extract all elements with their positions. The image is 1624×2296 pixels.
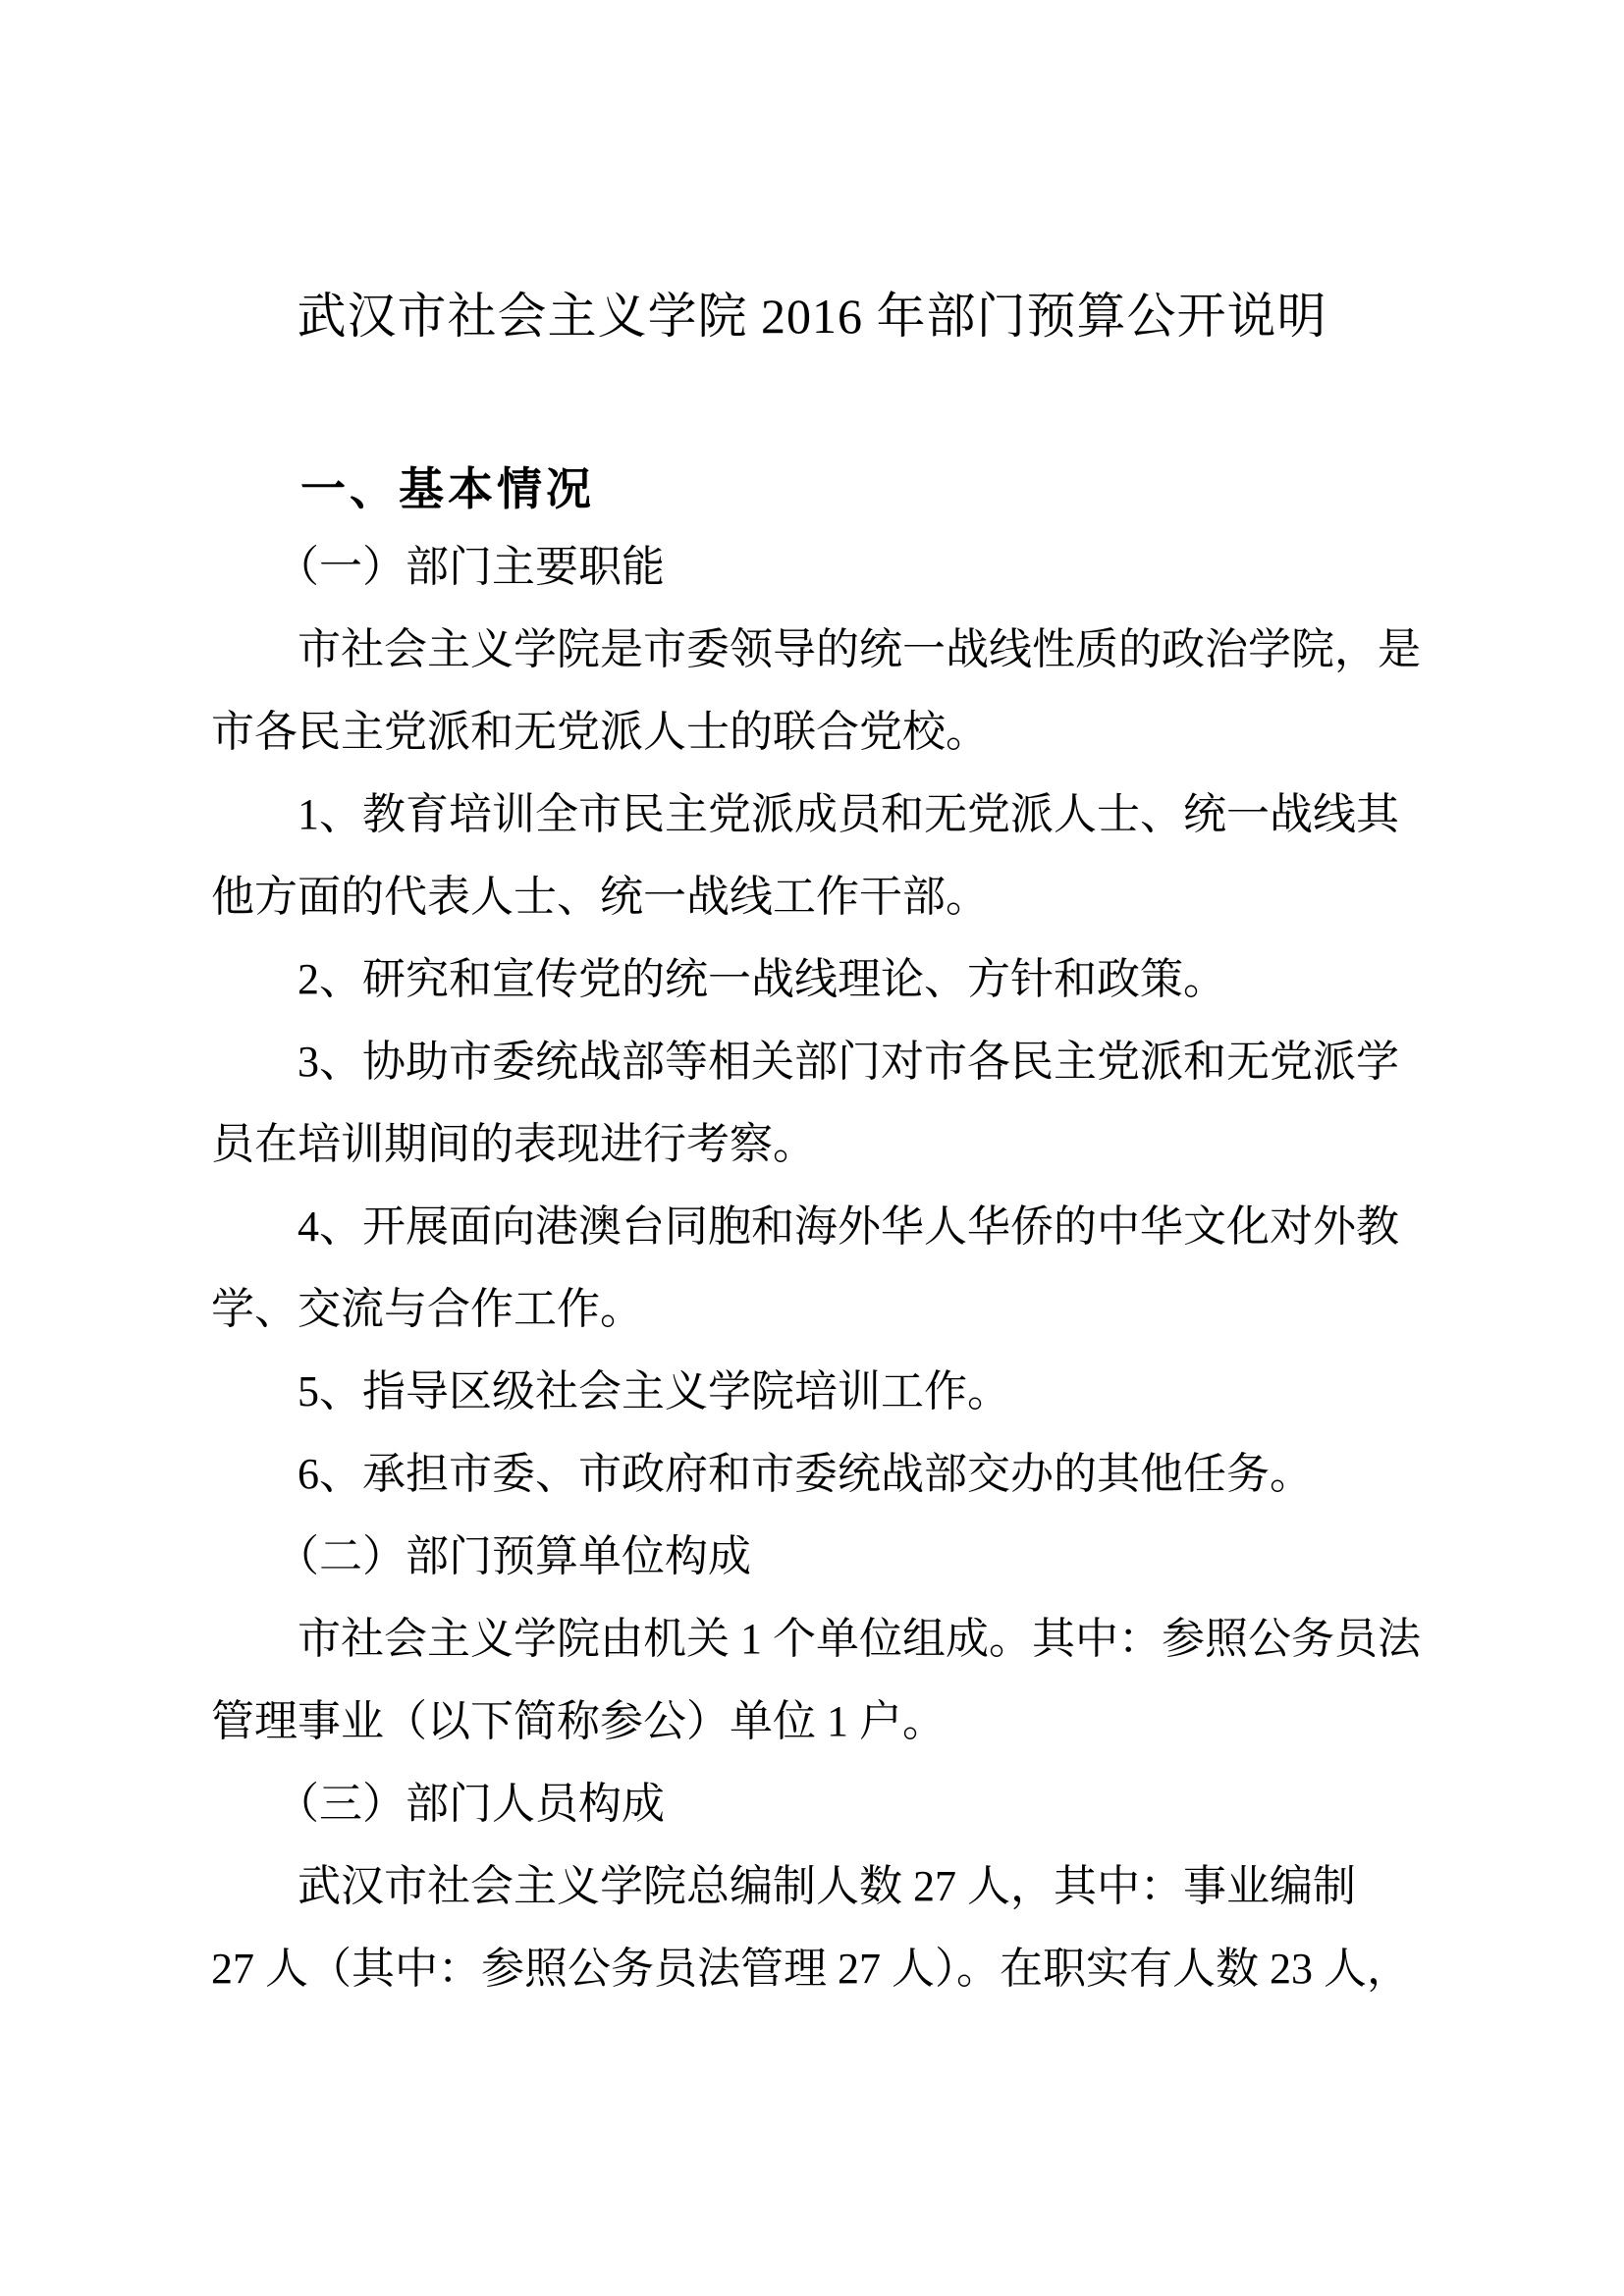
text-line: 4、开展面向港澳台同胞和海外华人华侨的中华文化对外教 xyxy=(211,1202,1399,1251)
text-line: （三）部门人员构成 xyxy=(211,1780,665,1828)
document-body xyxy=(211,526,1421,2010)
text-line: 他方面的代表人士、统一战线工作干部。 xyxy=(211,873,989,921)
text-line: 市社会主义学院由机关 1 个单位组成。其中：参照公务员法 xyxy=(211,1615,1421,1663)
text-line: 员在培训期间的表现进行考察。 xyxy=(211,1120,816,1168)
document-title: 武汉市社会主义学院 2016 年部门预算公开说明 xyxy=(297,289,1327,344)
text-line: 市各民主党派和无党派人士的联合党校。 xyxy=(211,708,989,756)
text-line: 27 人（其中：参照公务员法管理 27 人）。在职实有人数 23 人， xyxy=(211,1945,1410,1993)
section-heading-basic-info: 一、基本情况 xyxy=(300,463,595,514)
text-line: 武汉市社会主义学院总编制人数 27 人，其中：事业编制 xyxy=(211,1862,1356,1910)
text-line: 5、指导区级社会主义学院培训工作。 xyxy=(211,1367,1010,1415)
text-line: （二）部门预算单位构成 xyxy=(211,1532,751,1580)
text-line: 2、研究和宣传党的统一战线理论、方针和政策。 xyxy=(211,955,1226,1003)
text-line: 市社会主义学院是市委领导的统一战线性质的政治学院，是 xyxy=(211,625,1421,673)
text-line: 6、承担市委、市政府和市委统战部交办的其他任务。 xyxy=(211,1450,1313,1498)
text-line: （一）部门主要职能 xyxy=(211,543,665,591)
text-line: 3、协助市委统战部等相关部门对市各民主党派和无党派学 xyxy=(211,1038,1399,1086)
text-line: 学、交流与合作工作。 xyxy=(211,1285,643,1333)
text-line: 1、教育培训全市民主党派成员和无党派人士、统一战线其 xyxy=(211,790,1399,838)
text-line: 管理事业（以下简称参公）单位 1 户。 xyxy=(211,1697,946,1745)
